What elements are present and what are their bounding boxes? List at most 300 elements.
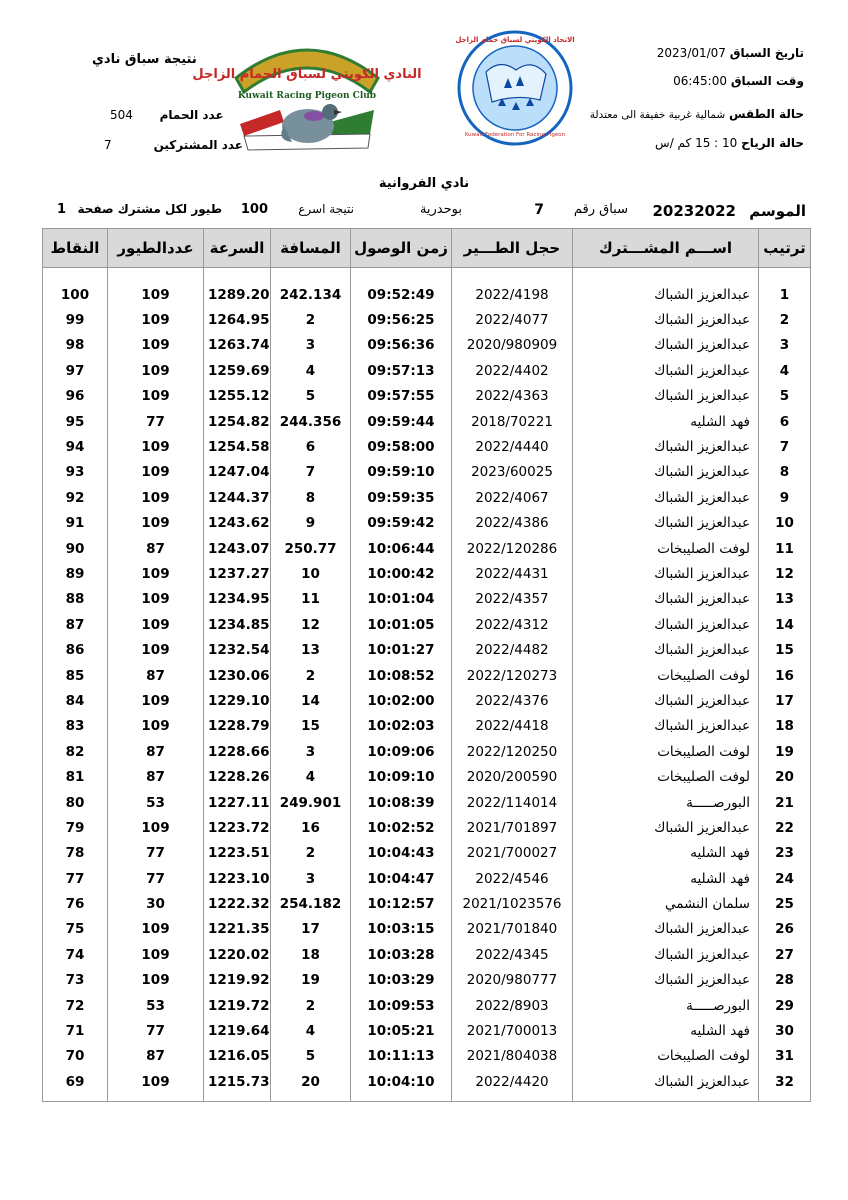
arrival-time-cell: 10:06:44 [351,536,452,561]
arrival-time-cell: 10:03:15 [351,917,452,942]
distance-cell: 2 [271,993,351,1018]
birds-count-cell: 109 [108,815,204,840]
ring-cell: 2022/4431 [452,561,573,586]
distance-cell: 18 [271,942,351,967]
speed-cell: 1223.10 [204,866,271,891]
points-cell: 81 [43,764,108,789]
birds-count-cell: 87 [108,739,204,764]
rank-cell: 16 [759,663,811,688]
points-cell: 73 [43,968,108,993]
results-body [43,268,811,1102]
points-cell: 74 [43,942,108,967]
rank-cell: 25 [759,891,811,916]
ring-cell: 2020/980909 [452,333,573,358]
table-row [43,587,811,612]
arrival-time-cell: 09:56:36 [351,333,452,358]
speed-cell: 1247.04 [204,460,271,485]
distance-cell: 3 [271,333,351,358]
rank-cell: 12 [759,561,811,586]
race-number-value: 7 [534,202,544,218]
rank-cell: 6 [759,409,811,434]
speed-cell: 1244.37 [204,485,271,510]
ring-cell: 2022/4420 [452,1069,573,1101]
speed-cell: 1255.12 [204,384,271,409]
rank-cell: 5 [759,384,811,409]
speed-cell: 1254.58 [204,434,271,459]
race-time-value: 06:45:00 [673,74,727,88]
table-row [43,561,811,586]
race-date-value: 2023/01/07 [656,46,726,60]
table-row [43,815,811,840]
ring-cell: 2022/4357 [452,587,573,612]
season-label: الموسم [749,202,806,220]
rank-cell: 32 [759,1069,811,1101]
speed-cell: 1229.10 [204,688,271,713]
participant-cell: عبدالعزيز الشباك [573,460,759,485]
column-header-distance: المسافة [271,229,351,268]
participant-cell: فهد الشليه [573,1018,759,1043]
table-row [43,841,811,866]
arrival-time-cell: 09:52:49 [351,268,452,308]
speed-cell: 1243.07 [204,536,271,561]
ring-cell: 2022/4077 [452,307,573,332]
points-cell: 89 [43,561,108,586]
ring-cell: 2022/120286 [452,536,573,561]
club-name: نادي الفروانية [378,176,470,191]
points-cell: 75 [43,917,108,942]
participant-cell: عبدالعزيز الشباك [573,587,759,612]
points-cell: 76 [43,891,108,916]
rank-cell: 22 [759,815,811,840]
ring-cell: 2023/60025 [452,460,573,485]
table-row [43,333,811,358]
arrival-time-cell: 10:00:42 [351,561,452,586]
ring-cell: 2021/804038 [452,1044,573,1069]
points-cell: 88 [43,587,108,612]
birds-count-cell: 109 [108,637,204,662]
rank-cell: 29 [759,993,811,1018]
participant-cell: عبدالعزيز الشباك [573,714,759,739]
speed-cell: 1223.72 [204,815,271,840]
speed-cell: 1216.05 [204,1044,271,1069]
birds-count-cell: 109 [108,1069,204,1101]
table-row [43,612,811,637]
speed-cell: 1223.51 [204,841,271,866]
participants-value: 7 [104,138,112,152]
ring-cell: 2022/120250 [452,739,573,764]
speed-cell: 1237.27 [204,561,271,586]
arrival-time-cell: 10:03:28 [351,942,452,967]
weather-value: شمالية غربية خفيفة الى معتدلة [589,109,726,121]
distance-cell: 4 [271,1018,351,1043]
birds-count-cell: 87 [108,1044,204,1069]
rank-cell: 1 [759,268,811,308]
distance-cell: 11 [271,587,351,612]
table-row [43,409,811,434]
table-header-row [43,229,811,268]
participant-cell: عبدالعزيز الشباك [573,511,759,536]
arrival-time-cell: 10:09:06 [351,739,452,764]
participant-cell: لوفت الصليبخات [573,1044,759,1069]
birds-count-cell: 109 [108,384,204,409]
birds-count-cell: 109 [108,307,204,332]
distance-cell: 16 [271,815,351,840]
speed-cell: 1221.35 [204,917,271,942]
arrival-time-cell: 10:02:52 [351,815,452,840]
participant-cell: لوفت الصليبخات [573,739,759,764]
ring-cell: 2021/1023576 [452,891,573,916]
table-row [43,866,811,891]
points-cell: 90 [43,536,108,561]
ring-cell: 2022/4402 [452,358,573,383]
participant-cell: عبدالعزيز الشباك [573,917,759,942]
wind-value: 10 : 15 كم /س [655,136,738,150]
ring-cell: 2022/8903 [452,993,573,1018]
speed-cell: 1254.82 [204,409,271,434]
arrival-time-cell: 10:02:00 [351,688,452,713]
distance-cell: 20 [271,1069,351,1101]
ring-cell: 2022/4546 [452,866,573,891]
distance-cell: 4 [271,764,351,789]
birds-count-cell: 77 [108,841,204,866]
ring-cell: 2022/4376 [452,688,573,713]
rank-cell: 23 [759,841,811,866]
ring-cell: 2022/4067 [452,485,573,510]
speed-cell: 1232.54 [204,637,271,662]
distance-cell: 4 [271,358,351,383]
federation-logo [456,28,574,154]
arrival-time-cell: 09:59:10 [351,460,452,485]
arrival-time-cell: 10:04:43 [351,841,452,866]
distance-cell: 242.134 [271,268,351,308]
arrival-time-cell: 10:01:05 [351,612,452,637]
participant-cell: عبدالعزيز الشباك [573,434,759,459]
rank-cell: 9 [759,485,811,510]
points-cell: 86 [43,637,108,662]
speed-cell: 1222.32 [204,891,271,916]
ring-cell: 2022/4312 [452,612,573,637]
birds-count-cell: 109 [108,268,204,308]
rank-cell: 18 [759,714,811,739]
rank-cell: 28 [759,968,811,993]
race-date-label: تاريخ السباق [729,46,804,60]
pigeons-count-line [110,108,224,122]
points-cell: 79 [43,815,108,840]
ring-cell: 2021/701840 [452,917,573,942]
table-row [43,1069,811,1101]
ring-cell: 2022/4198 [452,268,573,308]
distance-cell: 2 [271,663,351,688]
weather-line [590,107,804,121]
points-cell: 69 [43,1069,108,1101]
rank-cell: 10 [759,511,811,536]
table-row [43,1018,811,1043]
speed-cell: 1219.72 [204,993,271,1018]
participant-cell: عبدالعزيز الشباك [573,968,759,993]
wind-label: حالة الرياح [741,136,804,150]
arrival-time-cell: 09:56:25 [351,307,452,332]
distance-cell: 2 [271,307,351,332]
arrival-time-cell: 10:04:47 [351,866,452,891]
birds-count-cell: 109 [108,333,204,358]
speed-cell: 1234.95 [204,587,271,612]
table-row [43,307,811,332]
rank-cell: 27 [759,942,811,967]
points-cell: 70 [43,1044,108,1069]
participant-cell: فهد الشليه [573,409,759,434]
rank-cell: 17 [759,688,811,713]
ring-cell: 2022/4482 [452,637,573,662]
birds-count-cell: 77 [108,1018,204,1043]
birds-count-cell: 109 [108,485,204,510]
distance-cell: 9 [271,511,351,536]
participants-label: عدد المشتركين [153,138,243,152]
arrival-time-cell: 09:59:42 [351,511,452,536]
arrival-time-cell: 10:09:10 [351,764,452,789]
column-header-ring: حجل الطـــير [452,229,573,268]
arrival-time-cell: 09:58:00 [351,434,452,459]
distance-cell: 19 [271,968,351,993]
rank-cell: 8 [759,460,811,485]
ring-cell: 2020/200590 [452,764,573,789]
participant-cell: عبدالعزيز الشباك [573,333,759,358]
ring-cell: 2021/701897 [452,815,573,840]
race-time-line [673,74,804,88]
race-number-label: سباق رقم [573,202,628,217]
table-row [43,434,811,459]
birds-count-cell: 53 [108,993,204,1018]
table-row [43,942,811,967]
rank-cell: 19 [759,739,811,764]
rank-cell: 20 [759,764,811,789]
distance-cell: 15 [271,714,351,739]
table-row [43,485,811,510]
ring-cell: 2020/980777 [452,968,573,993]
speed-cell: 1243.62 [204,511,271,536]
ring-cell: 2022/114014 [452,790,573,815]
speed-cell: 1263.74 [204,333,271,358]
birds-count-cell: 109 [108,434,204,459]
ring-cell: 2022/4418 [452,714,573,739]
column-header-speed: السرعة [204,229,271,268]
result-title: نتيجة سباق نادي [92,52,197,67]
birds-count-cell: 109 [108,714,204,739]
arrival-time-cell: 09:59:44 [351,409,452,434]
arrival-time-cell: 10:12:57 [351,891,452,916]
arrival-time-cell: 10:11:13 [351,1044,452,1069]
arrival-time-cell: 09:57:55 [351,384,452,409]
speed-cell: 1220.02 [204,942,271,967]
arrival-time-cell: 10:03:29 [351,968,452,993]
per-participant-text: طيور لكل مشترك صفحة [77,202,222,216]
weather-label: حالة الطقس [728,107,804,121]
arrival-time-cell: 10:05:21 [351,1018,452,1043]
birds-count-cell: 77 [108,866,204,891]
table-row [43,917,811,942]
points-cell: 77 [43,866,108,891]
ring-cell: 2022/4363 [452,384,573,409]
points-cell: 96 [43,384,108,409]
column-header-rank: ترتيب [759,229,811,268]
points-cell: 97 [43,358,108,383]
participant-cell: عبدالعزيز الشباك [573,942,759,967]
participant-cell: عبدالعزيز الشباك [573,307,759,332]
participant-cell: البورصـــــة [573,790,759,815]
points-cell: 87 [43,612,108,637]
birds-count-cell: 109 [108,688,204,713]
birds-count-cell: 109 [108,917,204,942]
speed-cell: 1219.64 [204,1018,271,1043]
birds-count-cell: 109 [108,460,204,485]
points-cell: 83 [43,714,108,739]
table-row [43,358,811,383]
distance-cell: 14 [271,688,351,713]
distance-cell: 13 [271,637,351,662]
participant-cell: عبدالعزيز الشباك [573,485,759,510]
distance-cell: 254.182 [271,891,351,916]
participant-cell: سلمان النشمي [573,891,759,916]
rank-cell: 30 [759,1018,811,1043]
club-logo-en: Kuwait Racing Pigeon Club [237,91,377,101]
points-cell: 99 [43,307,108,332]
table-row [43,688,811,713]
ring-cell: 2021/700013 [452,1018,573,1043]
fastest-label: نتيجة اسرع [298,202,354,216]
table-row [43,714,811,739]
participant-cell: عبدالعزيز الشباك [573,268,759,308]
table-row [43,663,811,688]
participant-cell: لوفت الصليبخات [573,663,759,688]
points-cell: 95 [43,409,108,434]
race-meta-row [40,202,806,224]
club-logo-text: النادي الكويتي لسباق الحمام الزاجل [192,67,422,82]
participant-cell: لوفت الصليبخات [573,764,759,789]
table-row [43,764,811,789]
fed-logo-en: Kuwait Federation For Racing Pigeon [464,132,566,138]
table-row [43,536,811,561]
arrival-time-cell: 10:02:03 [351,714,452,739]
arrival-time-cell: 10:04:10 [351,1069,452,1101]
participant-cell: عبدالعزيز الشباك [573,1069,759,1101]
speed-cell: 1259.69 [204,358,271,383]
birds-count-cell: 109 [108,358,204,383]
distance-cell: 6 [271,434,351,459]
rank-cell: 11 [759,536,811,561]
participant-cell: عبدالعزيز الشباك [573,358,759,383]
ring-cell: 2022/4440 [452,434,573,459]
distance-cell: 3 [271,866,351,891]
rank-cell: 7 [759,434,811,459]
birds-count-cell: 53 [108,790,204,815]
table-row [43,993,811,1018]
speed-cell: 1219.92 [204,968,271,993]
birds-count-cell: 87 [108,764,204,789]
participants-count-line [104,138,243,152]
distance-cell: 17 [271,917,351,942]
rank-cell: 21 [759,790,811,815]
participant-cell: البورصـــــة [573,993,759,1018]
participant-cell: عبدالعزيز الشباك [573,815,759,840]
column-header-arrival-time: زمن الوصول [351,229,452,268]
points-cell: 93 [43,460,108,485]
race-date-line [657,46,804,60]
birds-count-cell: 109 [108,968,204,993]
birds-count-cell: 109 [108,612,204,637]
table-row [43,268,811,308]
speed-cell: 1228.26 [204,764,271,789]
speed-cell: 1230.06 [204,663,271,688]
fastest-count: 100 [240,202,268,217]
distance-cell: 244.356 [271,409,351,434]
participant-cell: عبدالعزيز الشباك [573,612,759,637]
distance-cell: 250.77 [271,536,351,561]
rank-cell: 2 [759,307,811,332]
table-row [43,637,811,662]
ring-cell: 2018/70221 [452,409,573,434]
page-number: 1 [56,202,66,217]
ring-cell: 2022/4345 [452,942,573,967]
table-row [43,790,811,815]
birds-count-cell: 109 [108,561,204,586]
points-cell: 84 [43,688,108,713]
birds-count-cell: 87 [108,536,204,561]
participant-cell: عبدالعزيز الشباك [573,688,759,713]
wind-line [655,136,804,150]
points-cell: 80 [43,790,108,815]
participant-cell: لوفت الصليبخات [573,536,759,561]
rank-cell: 15 [759,637,811,662]
distance-cell: 249.901 [271,790,351,815]
column-header-points: النقاط [43,229,108,268]
points-cell: 94 [43,434,108,459]
pigeons-value: 504 [110,108,133,122]
arrival-time-cell: 10:01:27 [351,637,452,662]
rank-cell: 24 [759,866,811,891]
table-row [43,384,811,409]
points-cell: 71 [43,1018,108,1043]
arrival-time-cell: 10:08:52 [351,663,452,688]
pigeons-label: عدد الحمام [159,108,224,122]
arrival-time-cell: 09:57:13 [351,358,452,383]
points-cell: 100 [43,268,108,308]
birds-count-cell: 109 [108,511,204,536]
table-row [43,891,811,916]
rank-cell: 4 [759,358,811,383]
table-row [43,739,811,764]
ring-cell: 2022/4386 [452,511,573,536]
speed-cell: 1227.11 [204,790,271,815]
distance-cell: 5 [271,384,351,409]
birds-count-cell: 77 [108,409,204,434]
speed-cell: 1228.79 [204,714,271,739]
ring-cell: 2021/700027 [452,841,573,866]
arrival-time-cell: 10:01:04 [351,587,452,612]
participant-cell: عبدالعزيز الشباك [573,637,759,662]
table-row [43,460,811,485]
points-cell: 72 [43,993,108,1018]
arrival-time-cell: 09:59:35 [351,485,452,510]
points-cell: 82 [43,739,108,764]
table-row [43,511,811,536]
points-cell: 98 [43,333,108,358]
results-table [42,228,811,1102]
birds-count-cell: 109 [108,942,204,967]
fed-logo-text: الاتحاد الكويتي لسباق حمام الزاجل [455,36,575,44]
birds-count-cell: 30 [108,891,204,916]
speed-cell: 1215.73 [204,1069,271,1101]
distance-cell: 7 [271,460,351,485]
ring-cell: 2022/120273 [452,663,573,688]
